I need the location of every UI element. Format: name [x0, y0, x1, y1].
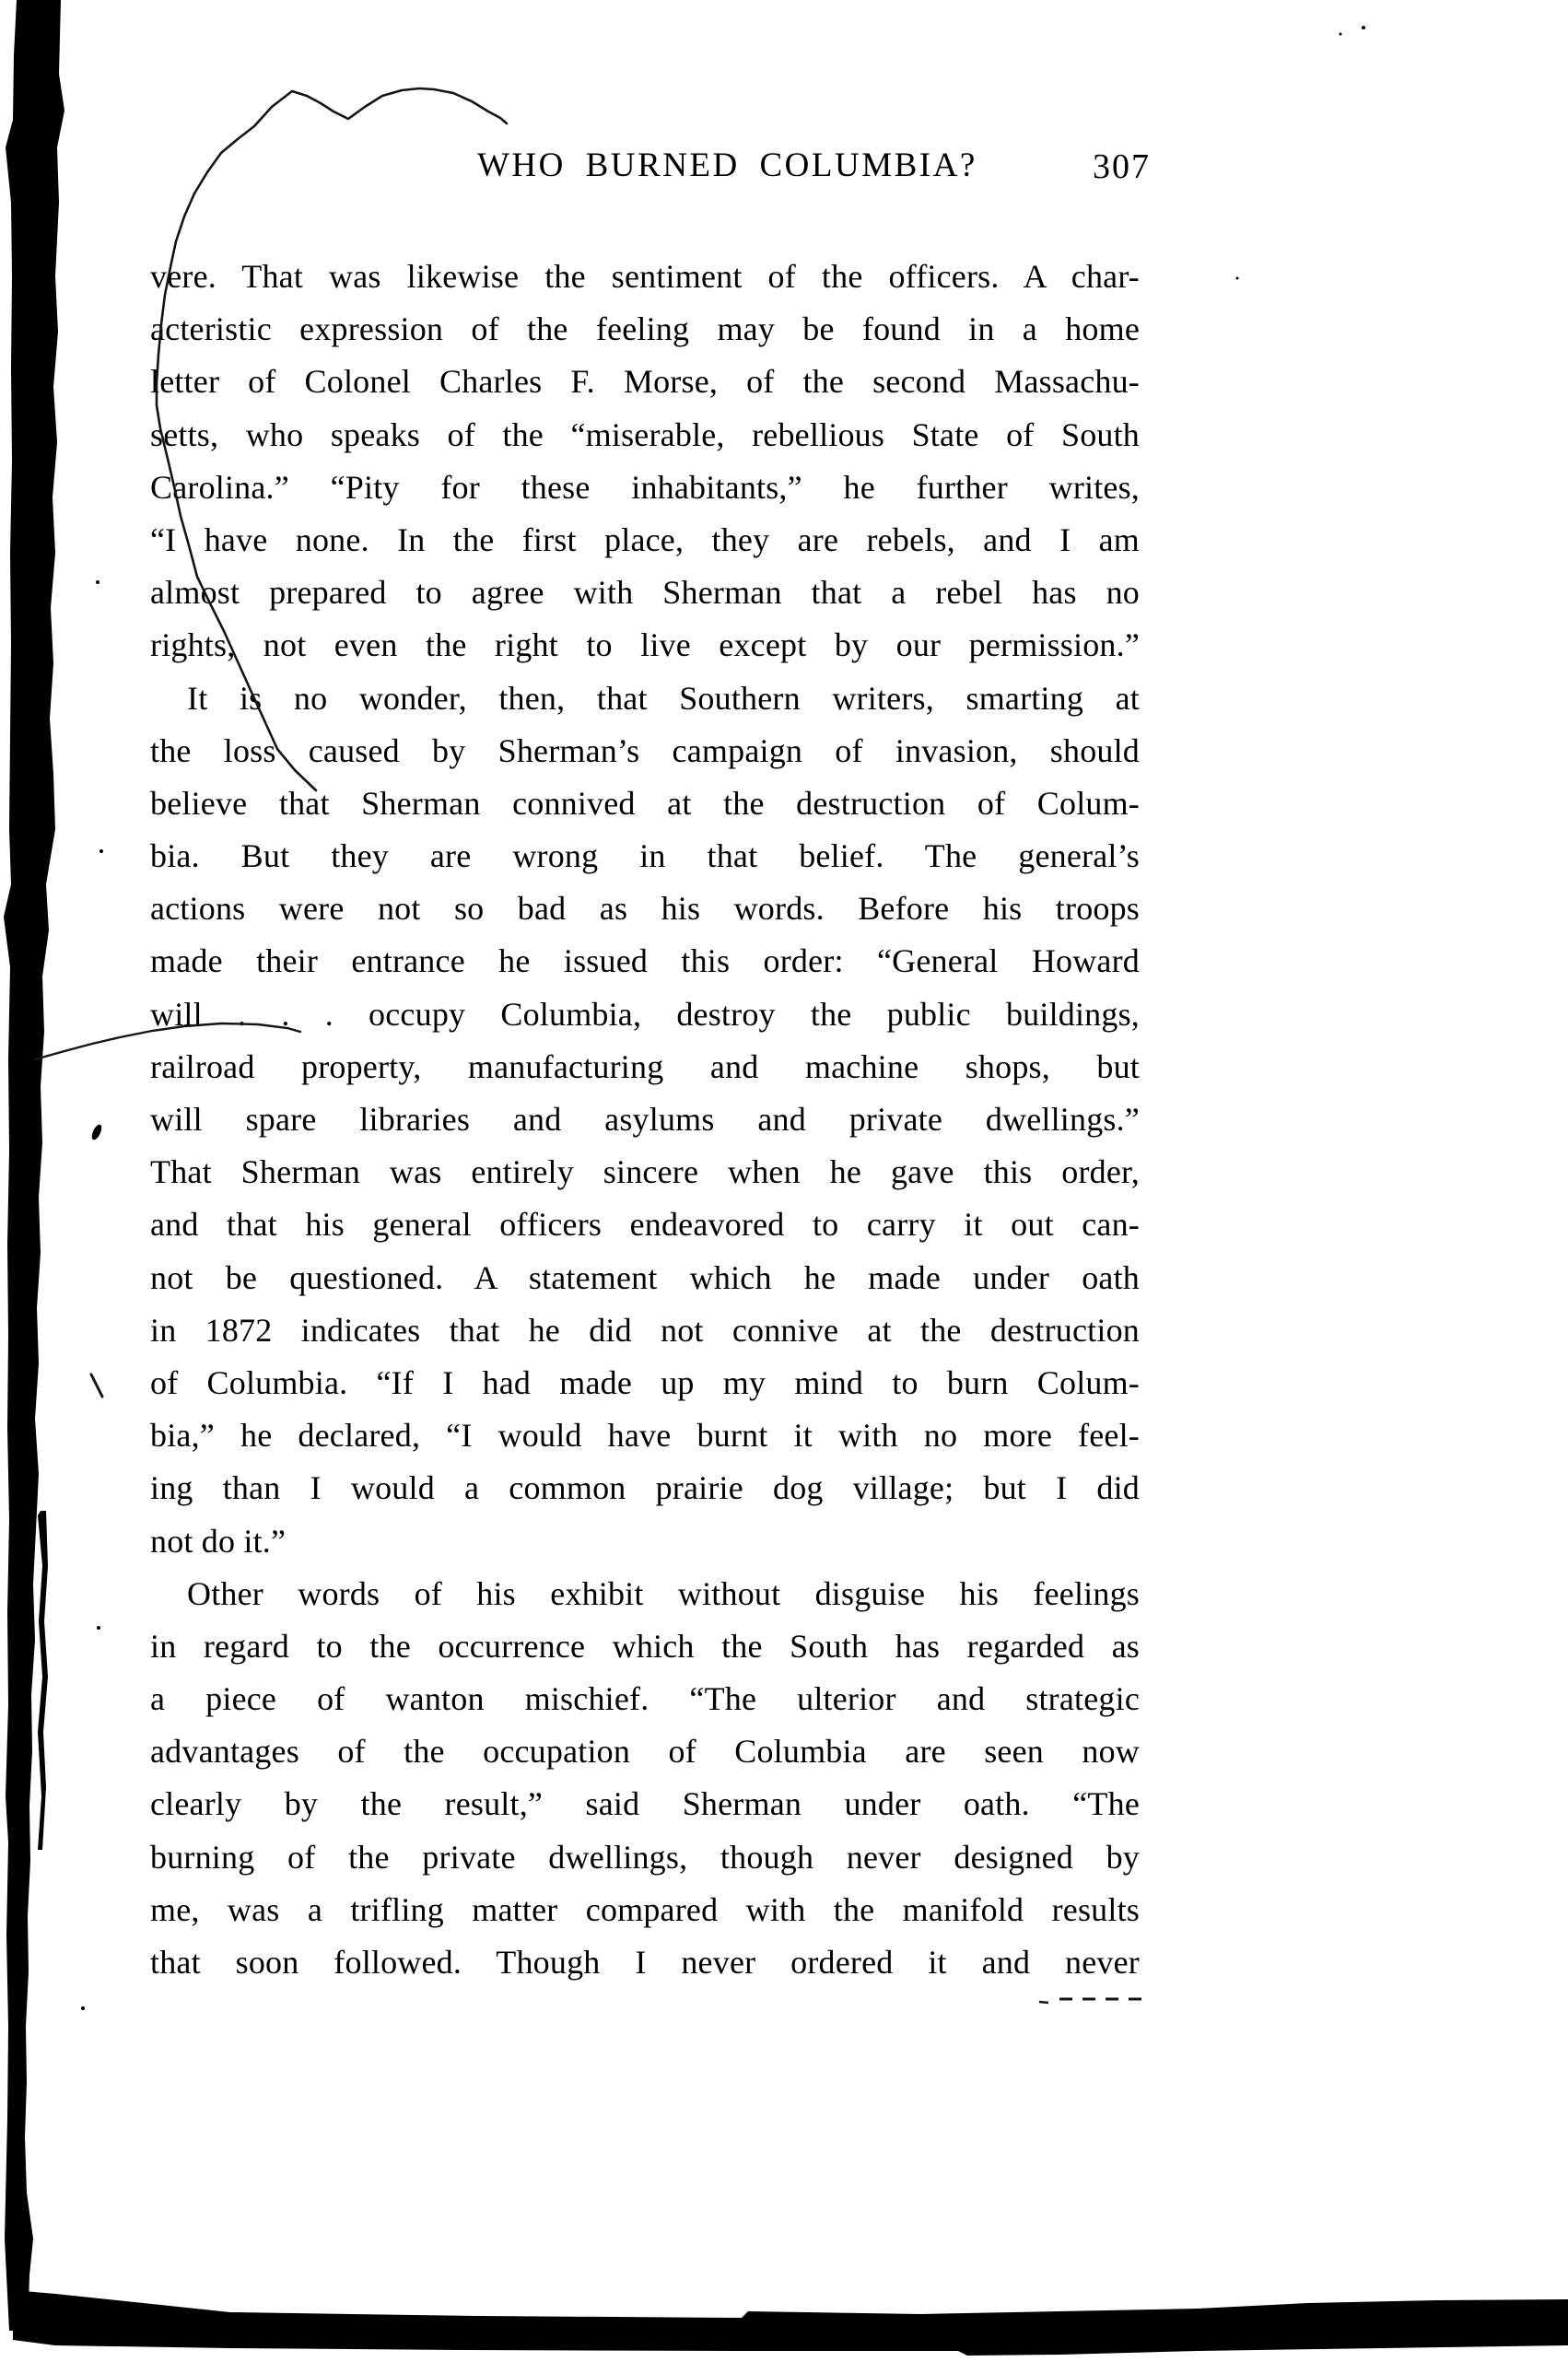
gutter-shadow	[4, 0, 64, 2331]
text-line: that soon followed. Though I never ordered it and never	[150, 1944, 1140, 1981]
text-line: That Sherman was entirely sincere when he gave this order,	[150, 1153, 1140, 1191]
scan-speckle	[1340, 33, 1342, 36]
text-line: “I have none. In the first place, they are rebels, and I am	[150, 520, 1140, 558]
text-line: actions were not so bad as his words. Before his troops	[150, 890, 1140, 928]
text-line: rights, not even the right to live except by our permission.”	[150, 626, 1140, 664]
text-line: vere. That was likewise the sentiment of the officers. A char-	[150, 258, 1140, 295]
scan-speckle	[99, 849, 103, 853]
text-line: in regard to the occurrence which the South has regarded as	[150, 1627, 1140, 1665]
ink-blob-mark	[90, 1123, 104, 1141]
text-line: a piece of wanton mischief. “The ulterior and strategic	[150, 1680, 1140, 1718]
text-line: not be questioned. A statement which he made under oath	[150, 1258, 1140, 1296]
text-line: It is no wonder, then, that Southern writers, smarting at	[187, 679, 1140, 717]
text-line: setts, who speaks of the “miserable, rebellious State of South	[150, 415, 1140, 453]
pencil-dash-and	[1039, 2002, 1048, 2003]
text-line: of Columbia. “If I had made up my mind to burn Colum-	[150, 1363, 1140, 1401]
text-line: not do it.”	[150, 1522, 287, 1560]
text-line: advantages of the occupation of Columbia are seen now	[150, 1733, 1140, 1771]
scan-speckle	[96, 580, 99, 584]
text-line: almost prepared to agree with Sherman that a rebel has no	[150, 574, 1140, 612]
text-line: bia,” he declared, “I would have burnt it with no more feel-	[150, 1417, 1140, 1455]
page-number: 307	[1093, 147, 1151, 186]
text-line: believe that Sherman connived at the destruction of Colum-	[150, 784, 1140, 822]
text-line: ing than I would a common prairie dog village; but I did	[150, 1469, 1140, 1507]
text-line: will spare libraries and asylums and private dwellings.”	[150, 1101, 1140, 1138]
gutter-streak	[38, 1511, 48, 1850]
scan-speckle	[81, 2006, 85, 2010]
text-line: in 1872 indicates that he did not connive at the destruction	[150, 1311, 1140, 1349]
body-text	[150, 251, 1140, 1989]
text-line: letter of Colonel Charles F. Morse, of the second Massachu-	[150, 363, 1140, 401]
text-line: clearly by the result,” said Sherman under oath. “The	[150, 1785, 1140, 1823]
text-line: railroad property, manufacturing and machine shops, but	[150, 1047, 1140, 1085]
text-line: Other words of his exhibit without disguise his feelings	[187, 1574, 1140, 1612]
scan-speckle	[97, 1626, 100, 1630]
text-line: me, was a trifling matter compared with the manifold results	[150, 1890, 1140, 1928]
bottom-scan-bar	[13, 2290, 1568, 2356]
text-line: and that his general officers endeavored to carry it out can-	[150, 1206, 1140, 1244]
scan-speckle	[1362, 26, 1365, 29]
text-line: bia. But they are wrong in that belief. The general’s	[150, 837, 1140, 875]
text-line: made their entrance he issued this order: “General Howard	[150, 942, 1140, 980]
text-line: acteristic expression of the feeling may be found in a home	[150, 310, 1140, 348]
text-line: the loss caused by Sherman’s campaign of invasion, should	[150, 731, 1140, 769]
scan-speckle	[1236, 277, 1239, 280]
text-line: Carolina.” “Pity for these inhabitants,” he further writes,	[150, 468, 1140, 506]
text-line: burning of the private dwellings, though never designed by	[150, 1838, 1140, 1876]
page-header	[150, 146, 1151, 195]
text-line: will . . . occupy Columbia, destroy the public buildings,	[150, 995, 1140, 1033]
pencil-tick-mark	[91, 1374, 102, 1397]
running-head-title: WHO BURNED COLUMBIA?	[477, 146, 977, 184]
